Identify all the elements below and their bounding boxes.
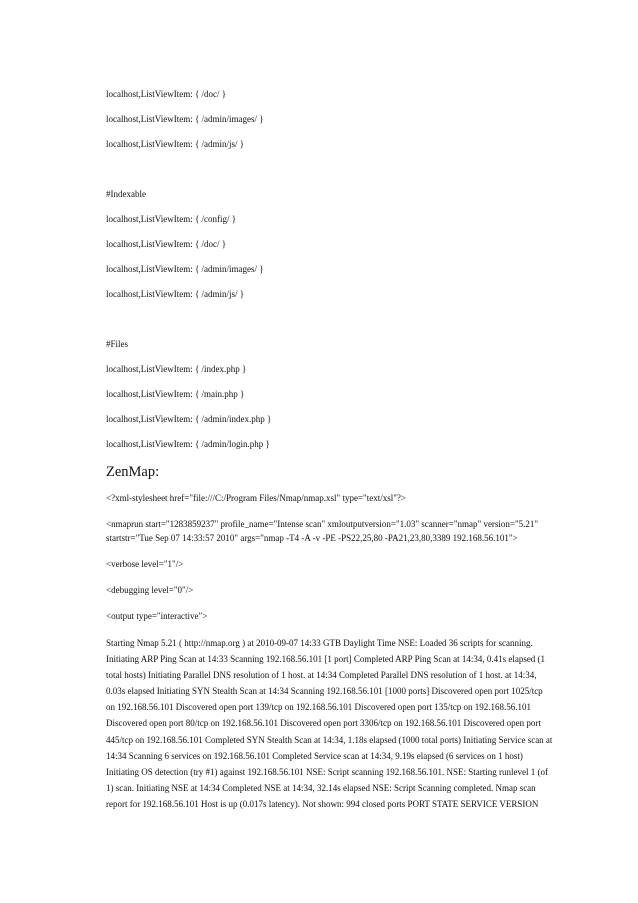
paragraph-line: Initiating ARP Ping Scan at 14:33 Scanning 192.168.56.101 [1 port] Completed ARP Ping Scan at 14:34, 0.41s elapsed (1 [106,654,546,665]
paragraph-line: Starting Nmap 5.21 ( http://nmap.org ) at 2010-09-07 14:33 GTB Daylight Time NSE: Loaded 36 scripts for scanning. [106,638,533,648]
list-item: localhost,ListViewItem: { /admin/js/ } [106,289,245,299]
list-item: localhost,ListViewItem: { /admin/images/ } [106,114,264,124]
list-item: localhost,ListViewItem: { /index.php } [106,364,247,374]
list-item: localhost,ListViewItem: { /doc/ } [106,239,227,249]
paragraph-line: Initiating OS detection (try #1) against 192.168.56.101 NSE: Script scanning 192.168.56.101. NSE: Starting runlevel 1 (of [106,766,548,777]
verbose-line: <verbose level="1"/> [106,559,184,569]
xml-stylesheet-line: <?xml-stylesheet href="file:///C:/Program Files/Nmap/nmap.xsl" type="text/xsl"?> [106,493,406,503]
list-item: localhost,ListViewItem: { /admin/images/ } [106,264,264,274]
paragraph-line: 1) scan. Initiating NSE at 14:34 Completed NSE at 14:34, 32.14s elapsed NSE: Script Scanning completed. Nmap scan [106,782,536,793]
list-item: localhost,ListViewItem: { /admin/login.php } [106,439,270,449]
list-item: localhost,ListViewItem: { /admin/index.php } [106,414,272,424]
paragraph-line: on 192.168.56.101 Discovered open port 139/tcp on 192.168.56.101 Discovered open port 135/tcp on 192.168.56.101 [106,702,531,713]
list-item: localhost,ListViewItem: { /admin/js/ } [106,139,245,149]
nmaprun-line: <nmaprun start="1283859237" profile_name="Intense scan" xmloutputversion="1.03" scanner="nmap" version="5.21" [106,519,539,529]
list-item: localhost,ListViewItem: { /main.php } [106,389,245,399]
spacer [106,163,546,188]
paragraph-line: 0.03s elapsed Initiating SYN Stealth Scan at 14:34 Scanning 192.168.56.101 [1000 ports] Discovered open port 1025/tcp [106,686,543,697]
nmaprun-line: startstr="Tue Sep 07 14:33:57 2010" args="nmap -T4 -A -v -PE -PS22,25,80 -PA21,23,80,3389 192.168.56.101"> [106,533,518,543]
list-item: localhost,ListViewItem: { /config/ } [106,214,237,224]
nmaprun-element [106,517,546,545]
spacer [106,313,546,338]
paragraph-line: 14:34 Scanning 6 services on 192.168.56.101 Completed Service scan at 14:34, 9.19s elapsed (6 services on 1 host) [106,750,523,761]
output-line: <output type="interactive"> [106,611,208,621]
zenmap-heading: ZenMap: [106,464,160,480]
scan-output-paragraph [106,635,553,812]
debugging-line: <debugging level="0"/> [106,585,194,595]
paragraph-line: total hosts) Initiating Parallel DNS resolution of 1 host. at 14:34 Completed Parallel DNS resolution of 1 host. at 14:34, [106,670,537,681]
paragraph-line: 445/tcp on 192.168.56.101 Completed SYN Stealth Scan at 14:34, 1.18s elapsed (1000 total ports) Initiating Service scan at [106,734,553,745]
list-item: localhost,ListViewItem: { /doc/ } [106,89,227,99]
section-title-files: #Files [106,339,129,349]
paragraph-line: report for 192.168.56.101 Host is up (0.017s latency). Not shown: 994 closed ports PORT STATE SERVICE VERSION [106,798,539,809]
section-title-indexable: #Indexable [106,189,146,199]
page-content [106,88,553,812]
paragraph-line: Discovered open port 80/tcp on 192.168.56.101 Discovered open port 3306/tcp on 192.168.56.101 Discovered open port [106,718,541,729]
